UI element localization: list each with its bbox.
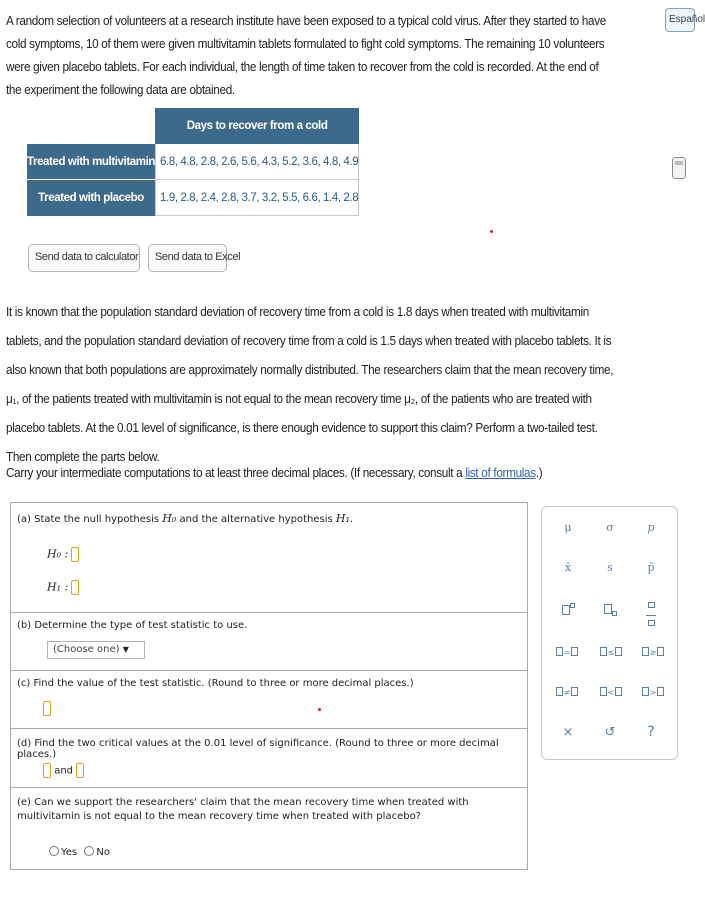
lt-symbol: <: [607, 688, 615, 697]
row-label-multivitamin: Treated with multivitamin: [27, 144, 156, 180]
key-p[interactable]: p: [647, 521, 655, 534]
critical-value-1-input[interactable]: [43, 763, 51, 778]
problem-intro: A random selection of volunteers at a research institute have been exposed to a typical cold virus. After they started to have cold symptoms, 10 of them were given multivitamin tablets formulated to fight cold symptoms. The remaining 10 volunteers were given placebo tablets. For each individual, the length of time taken to recover from the cold is recorded. At the end of the experiment the following data are obtained.: [6, 14, 606, 97]
red-dot: [318, 708, 321, 711]
answer-parts: [10, 502, 528, 870]
key-phat[interactable]: p̂: [647, 561, 655, 574]
part-d-label: (d) Find the two critical values at the 0.01 level of significance. (Round to three or more decimal places.): [17, 738, 499, 760]
ge-symbol: ≥: [649, 648, 657, 657]
critical-values-row: [43, 763, 84, 778]
part-e-label: (e) Can we support the researchers' claim that the mean recovery time when treated with multivitamin is not equal to the mean recovery time when treated with placebo?: [17, 797, 469, 822]
box-icon: [571, 647, 578, 656]
mu2-symbol: μ₂: [404, 392, 415, 406]
h1-symbol: H₁: [335, 512, 350, 525]
table-row: [27, 180, 359, 216]
part-b-label: (b) Determine the type of test statistic to use.: [17, 620, 248, 631]
box-icon: [600, 687, 607, 696]
superscript-icon: [562, 605, 570, 615]
box-icon: [642, 647, 649, 656]
key-less-than[interactable]: [592, 685, 630, 705]
carry-end: .): [535, 466, 543, 480]
fraction-bar-icon: [646, 615, 656, 616]
part-e: [11, 788, 527, 869]
question-part-1: It is known that the population standard deviation of recovery time from a cold is 1.8 days when treated with multivitamin tablets, and the population standard deviation of recovery time from a cold is 1.5 days when treated with placebo tablets. It is also known that both populations are approximately normally distributed. The researchers claim that the mean recovery time,: [6, 305, 614, 377]
box-icon: [600, 647, 607, 656]
fraction-bottom-icon: [648, 620, 655, 626]
h0-symbol: H₀: [162, 512, 177, 525]
key-not-equal[interactable]: [548, 685, 586, 705]
part-d: [11, 729, 527, 788]
yes-label: Yes: [61, 847, 78, 858]
key-superscript[interactable]: [553, 603, 583, 623]
question-text: [6, 298, 617, 472]
caret-down-icon: ▼: [122, 645, 129, 654]
part-a-end: .: [349, 514, 354, 525]
part-b: [11, 613, 527, 671]
part-c-label: (c) Find the value of the test statistic. (Round to three or more decimal places.): [17, 678, 414, 689]
box-icon: [657, 687, 664, 696]
send-to-calculator-label: Send data to calculator: [35, 251, 139, 263]
table-row: [27, 144, 359, 180]
send-to-calculator-button[interactable]: [28, 244, 140, 272]
key-subscript[interactable]: [595, 603, 625, 623]
key-greater-equal[interactable]: [634, 645, 672, 665]
subscript-icon: [604, 604, 612, 614]
h0-input[interactable]: [71, 547, 79, 562]
box-icon: [657, 647, 664, 656]
formulas-link[interactable]: list of formulas: [465, 466, 536, 480]
no-label: No: [96, 847, 110, 858]
key-sigma[interactable]: σ: [606, 521, 614, 534]
help-icon[interactable]: ?: [647, 724, 655, 740]
h1-input[interactable]: [71, 580, 79, 595]
carry-instructions: [6, 466, 617, 480]
calculator-icon[interactable]: [672, 157, 686, 179]
symbol-keypad: [541, 506, 678, 760]
undo-icon[interactable]: ↺: [604, 725, 616, 740]
question-part-3: , of the patients who are treated with placebo tablets. At the 0.01 level of significance, is there enough evidence to support this claim? Perform a two-tailed test. Then complete the parts below.: [6, 392, 598, 464]
question-part-2: , of the patients treated with multivitamin is not equal to the mean recovery time: [16, 392, 405, 406]
red-dot: [490, 230, 493, 233]
part-c: [11, 671, 527, 729]
test-statistic-row: [43, 701, 51, 716]
part-a-mid: and the alternative hypothesis: [176, 514, 336, 525]
h0-line: [47, 547, 79, 562]
critical-value-2-input[interactable]: [76, 763, 84, 778]
column-header: Days to recover from a cold: [156, 109, 359, 144]
fraction-top-icon: [648, 602, 655, 608]
mu1-symbol: μ₁: [6, 392, 17, 406]
claim-options: [49, 846, 110, 858]
data-table: [27, 108, 359, 216]
key-s[interactable]: s: [607, 561, 613, 574]
key-less-equal[interactable]: [592, 645, 630, 665]
test-statistic-select[interactable]: [47, 641, 145, 659]
no-radio[interactable]: [84, 846, 94, 856]
le-symbol: ≤: [607, 648, 615, 657]
h0-line-label: H₀ :: [47, 547, 69, 561]
key-mu[interactable]: μ: [564, 521, 572, 534]
row-label-placebo: Treated with placebo: [27, 180, 156, 216]
superscript-small-icon: [570, 603, 575, 608]
h1-line: [47, 580, 79, 595]
key-xbar[interactable]: x̄: [564, 561, 572, 574]
row-values-multivitamin: 6.8, 4.8, 2.8, 2.6, 5.6, 4.3, 5.2, 3.6, 4.8, 4.9: [156, 144, 359, 180]
test-statistic-input[interactable]: [43, 701, 51, 716]
part-a-text: (a) State the null hypothesis: [17, 514, 163, 525]
box-icon: [642, 687, 649, 696]
h1-line-label: H₁ :: [47, 580, 69, 594]
gt-symbol: >: [649, 688, 657, 697]
subscript-small-icon: [612, 611, 617, 616]
part-a-label: [17, 512, 353, 525]
yes-radio[interactable]: [49, 846, 59, 856]
box-icon: [615, 647, 622, 656]
box-icon: [556, 647, 563, 656]
key-fraction[interactable]: [636, 599, 666, 619]
equal-symbol: =: [563, 648, 571, 657]
ne-symbol: ≠: [563, 688, 571, 697]
send-to-excel-button[interactable]: Send data to Excel: [148, 244, 227, 272]
key-equal[interactable]: [548, 645, 586, 665]
key-greater-than[interactable]: [634, 685, 672, 705]
language-button[interactable]: Español: [665, 8, 695, 32]
box-icon: [615, 687, 622, 696]
box-icon: [571, 687, 578, 696]
and-text: and: [54, 765, 74, 777]
row-values-placebo: 1.9, 2.8, 2.4, 2.8, 3.7, 3.2, 5.5, 6.6, 1.4, 2.8: [156, 180, 359, 216]
clear-icon[interactable]: ×: [562, 725, 574, 740]
box-icon: [556, 687, 563, 696]
part-a: [11, 503, 527, 613]
carry-text: Carry your intermediate computations to at least three decimal places. (If necessary, consult a: [6, 466, 466, 480]
test-statistic-select-value: (Choose one): [53, 644, 120, 655]
